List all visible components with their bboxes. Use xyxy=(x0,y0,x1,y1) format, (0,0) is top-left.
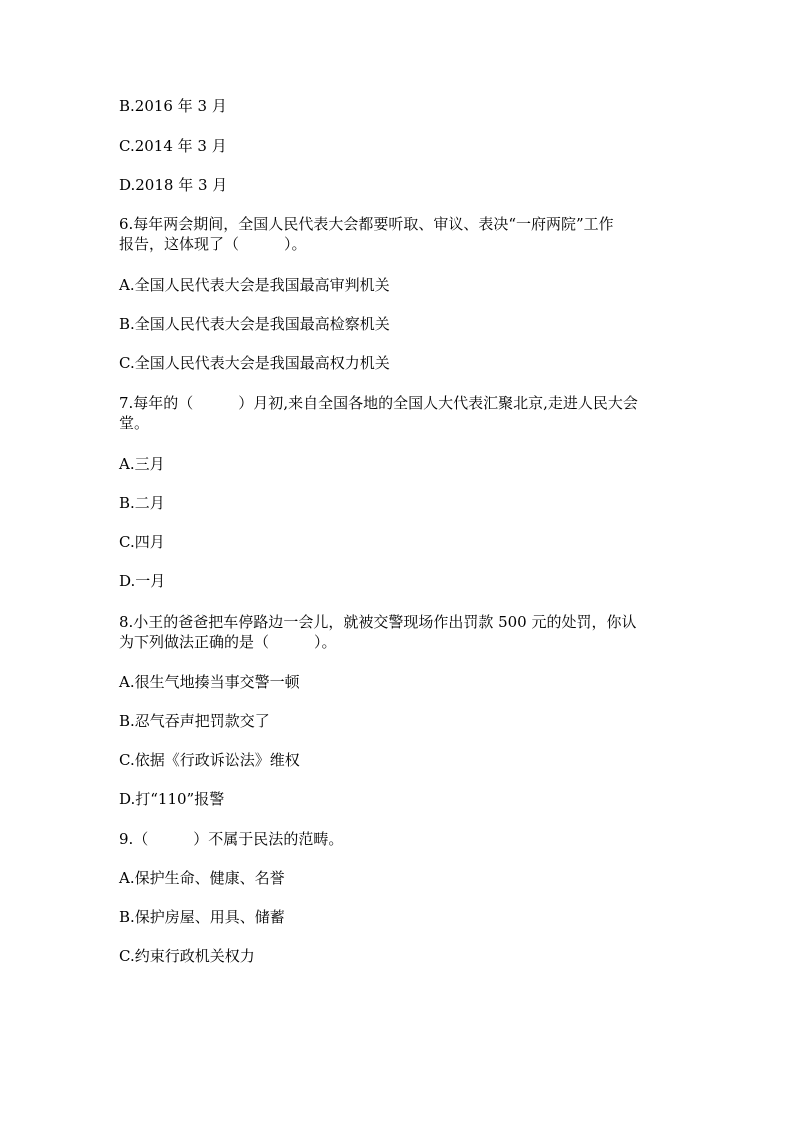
q7-option-b: B.二月 xyxy=(119,494,165,512)
q8-stem-line1: 8.小王的爸爸把车停路边一会儿，就被交警现场作出罚款 500 元的处罚，你认 xyxy=(119,613,637,631)
q6-stem-line2: 报告，这体现了（ ）。 xyxy=(119,235,307,253)
q7-stem-line1: 7.每年的（ ）月初,来自全国各地的全国人大代表汇聚北京,走进人民大会 xyxy=(119,394,638,412)
q7-stem-line2: 堂。 xyxy=(119,414,150,432)
q7-option-c: C.四月 xyxy=(119,533,165,551)
q7-option-a: A.三月 xyxy=(119,455,165,473)
q8-option-b: B.忍气吞声把罚款交了 xyxy=(119,712,270,730)
q8-option-a: A.很生气地揍当事交警一顿 xyxy=(119,673,300,691)
q5-option-b: B.2016 年 3 月 xyxy=(119,97,227,115)
q7-option-d: D.一月 xyxy=(119,572,166,590)
q5-option-d: D.2018 年 3 月 xyxy=(119,176,228,194)
q6-option-c: C.全国人民代表大会是我国最高权力机关 xyxy=(119,354,390,372)
q5-option-c: C.2014 年 3 月 xyxy=(119,137,227,155)
q9-option-b: B.保护房屋、用具、储蓄 xyxy=(119,908,285,926)
q6-option-b: B.全国人民代表大会是我国最高检察机关 xyxy=(119,315,390,333)
q9-option-a: A.保护生命、健康、名誉 xyxy=(119,869,285,887)
q8-stem-line2: 为下列做法正确的是（ ）。 xyxy=(119,633,337,651)
q8-option-d: D.打“110”报警 xyxy=(119,790,225,808)
q8-option-c: C.依据《行政诉讼法》维权 xyxy=(119,751,300,769)
q6-option-a: A.全国人民代表大会是我国最高审判机关 xyxy=(119,276,390,294)
q9-option-c: C.约束行政机关权力 xyxy=(119,947,255,965)
q9-stem-line1: 9.（ ）不属于民法的范畴。 xyxy=(119,830,344,848)
q6-stem-line1: 6.每年两会期间，全国人民代表大会都要听取、审议、表决“一府两院”工作 xyxy=(119,215,614,233)
